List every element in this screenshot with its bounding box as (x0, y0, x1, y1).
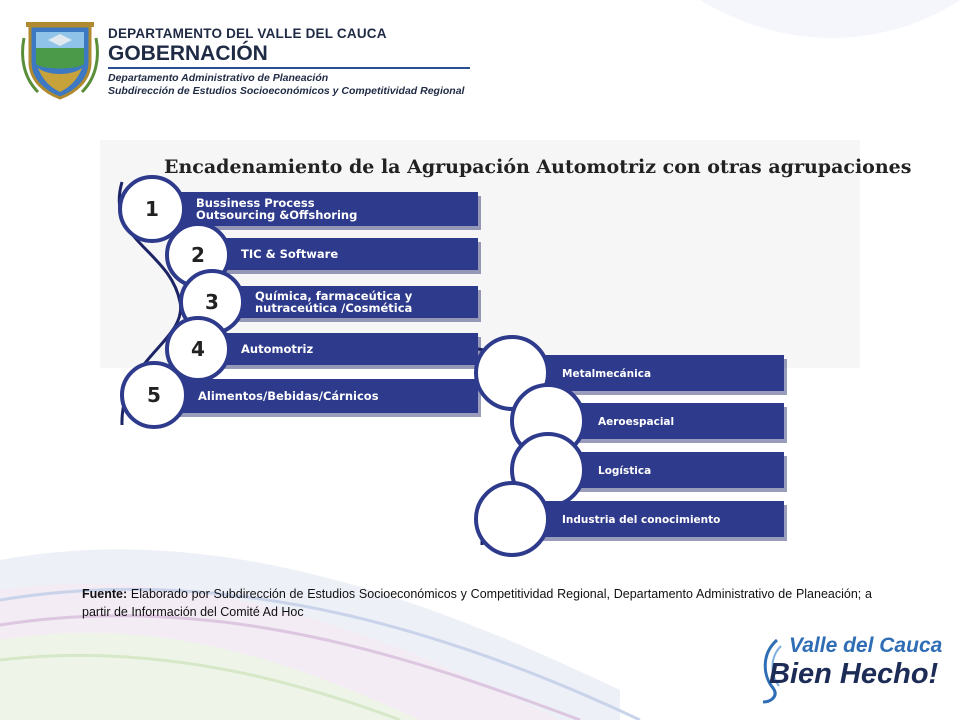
item-label: Logística (598, 465, 652, 477)
left-chain-item (120, 177, 481, 241)
chain-diagram (100, 140, 912, 560)
right-chain-item (512, 434, 787, 506)
source-note (82, 585, 872, 621)
department-name: DEPARTAMENTO DEL VALLE DEL CAUCA (108, 26, 387, 41)
item-label: TIC & Software (241, 247, 339, 261)
item-label: Alimentos/Bebidas/Cárnicos (198, 389, 379, 403)
left-chain-item (122, 363, 481, 427)
item-label: Aeroespacial (598, 416, 675, 428)
item-number: 2 (191, 243, 205, 267)
valle-del-cauca-logo (755, 628, 950, 708)
item-label: Industria del conocimiento (562, 514, 721, 526)
item-number: 1 (145, 197, 159, 221)
logo-line-2: Bien Hecho! (769, 658, 939, 690)
logo-line-1: Valle del Cauca (789, 634, 943, 657)
source-label: Fuente: (82, 587, 128, 601)
right-chain (476, 337, 787, 555)
item-number: 5 (147, 383, 161, 407)
government-title: GOBERNACIÓN (108, 42, 268, 65)
item-label: Metalmecánica (562, 368, 652, 380)
left-chain-item (167, 318, 481, 380)
suboffice-name: Subdirección de Estudios Socioeconómicos y Competitividad Regional (108, 85, 465, 97)
item-number: 4 (191, 337, 205, 361)
coat-of-arms-icon (18, 18, 102, 100)
diagram-title: Encadenamiento de la Agrupación Automotriz con otras agrupaciones (164, 156, 912, 178)
left-chain (119, 177, 481, 427)
item-number: 3 (205, 290, 219, 314)
right-chain-item (476, 483, 787, 555)
item-label: Bussiness Process (196, 196, 315, 210)
link-circle (476, 483, 548, 555)
header (18, 18, 478, 108)
item-label: Química, farmaceútica y (255, 289, 413, 303)
left-chain-item (181, 271, 481, 333)
item-label: Automotriz (241, 342, 314, 356)
header-divider (108, 67, 470, 69)
office-name: Departamento Administrativo de Planeación (108, 72, 329, 84)
item-bar (558, 452, 784, 488)
source-text: Elaborado por Subdirección de Estudios Socioeconómicos y Competitividad Regional, Departamento Administrativo de Planeación; a partir de Información del Comité Ad Hoc (82, 587, 872, 619)
item-label: nutraceútica /Cosmética (255, 301, 413, 315)
item-label: Outsourcing &Offshoring (196, 208, 358, 222)
